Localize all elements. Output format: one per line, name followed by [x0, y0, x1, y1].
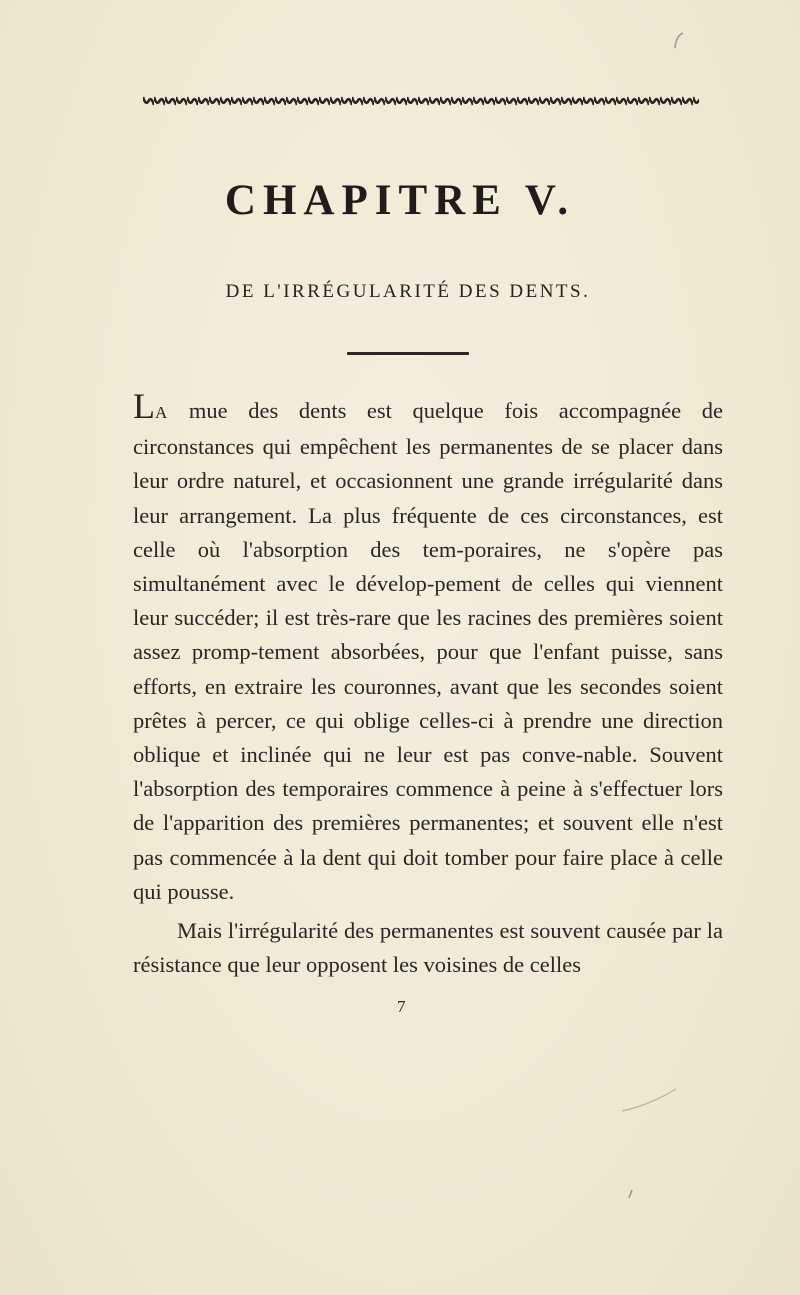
divider-rule — [347, 352, 469, 355]
body-text — [133, 386, 723, 982]
chapter-subtitle: DE L'IRRÉGULARITÉ DES DENTS. — [225, 281, 591, 302]
stray-mark-dot — [626, 1188, 636, 1200]
stray-mark-bottom — [620, 1085, 680, 1115]
drop-cap: L — [133, 386, 155, 426]
paragraph-1 — [133, 386, 723, 909]
paragraph-1-text: mue des dents est quelque fois accompagnée de circonstances qui empêchent les permanentes de se placer dans leur ordre naturel, et occasionnent une grande irrégularité dans leur arrangement. La plus fréquente de ces circonstances, est celle où l'absorption des tem-poraires, ne s'opère pas simultanément avec le dévelop-pement de celles qui viennent leur succéder; il est très-rare que les racines des premières soient assez promp-tement absorbées, pour que l'enfant puisse, sans efforts, en extraire les couronnes, avant que les secondes soient prêtes à percer, ce qui oblige celles-ci à prendre une direction oblique et inclinée qui ne leur est pas conve-nable. Souvent l'absorption des temporaires commence à peine à s'effectuer lors de l'apparition des premières permanentes; et souvent elle n'est pas commencée à la dent qui doit tomber pour faire place à celle qui pousse. — [133, 398, 723, 904]
chapter-title: CHAPITRE V. — [224, 177, 576, 224]
small-caps-letter: A — [155, 403, 169, 422]
wavy-ornamental-border — [143, 94, 699, 108]
page-number: 7 — [397, 997, 406, 1016]
stray-mark-top — [672, 30, 686, 50]
paragraph-2: Mais l'irrégularité des permanentes est souvent causée par la résistance que leur opposent les voisines de celles — [133, 918, 723, 978]
